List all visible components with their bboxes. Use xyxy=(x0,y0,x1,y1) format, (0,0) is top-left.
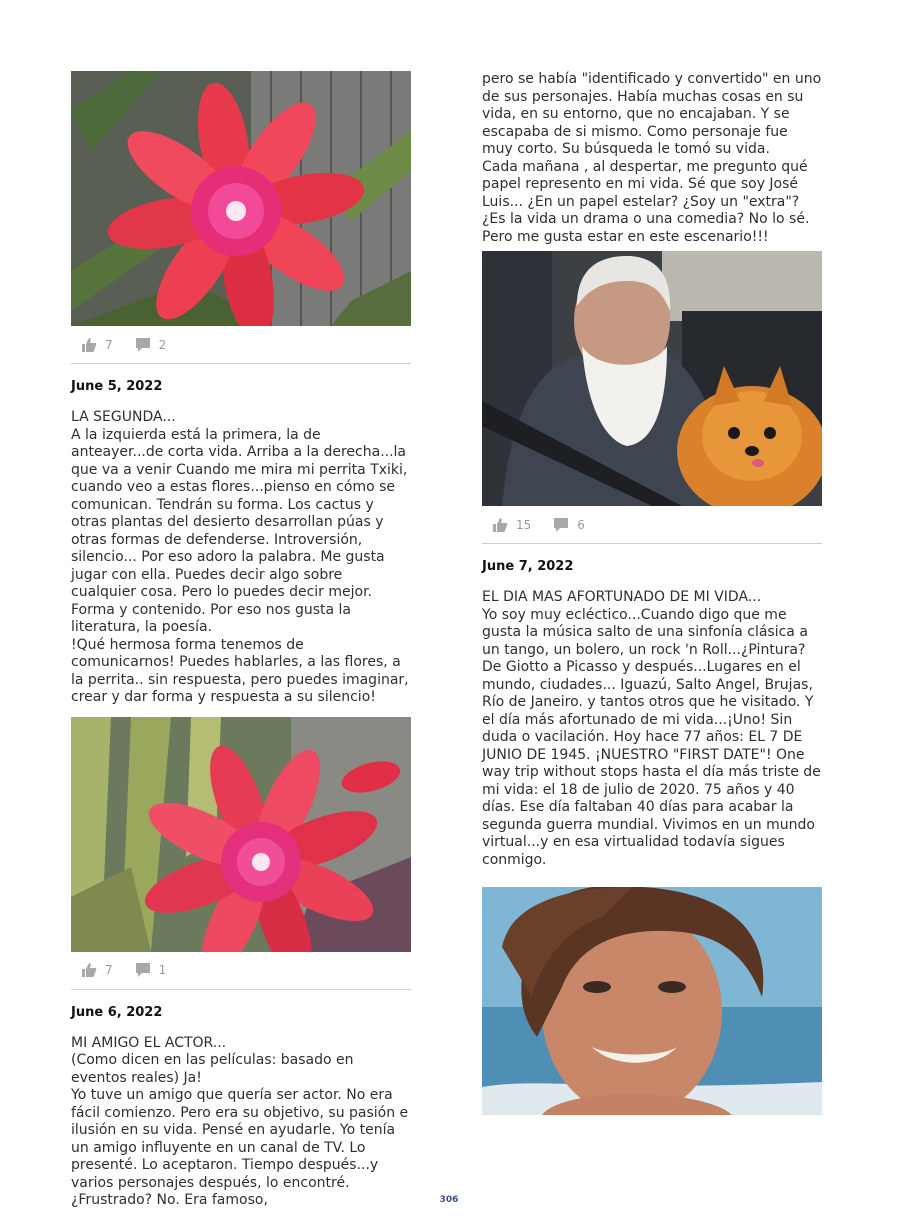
like-count: 15 xyxy=(516,517,532,532)
post-date: June 7, 2022 xyxy=(482,559,574,574)
reactions-bar xyxy=(482,506,822,544)
continued-post-text: pero se había "identificado y convertido" en uno de sus personajes. Había muchas cosas en su vida, en su entorno, que no encajaban. Y se escapaba de si mismo. Como personaje fue muy corto. Su búsqueda le tomó su vida. Cada mañana , al despertar, me pregunto qué papel represento en mi vida. Sé que soy José Luis... ¿En un papel estelar? ¿Soy un "extra"? ¿Es la vida un drama o una comedia? No lo sé. Pero me gusta estar en este escenario!!! xyxy=(482,71,822,245)
speech-bubble-icon[interactable] xyxy=(553,518,569,532)
reactions-bar xyxy=(71,326,411,364)
post-date: June 6, 2022 xyxy=(71,1004,163,1020)
like-count: 7 xyxy=(105,337,113,352)
like-count: 7 xyxy=(105,963,113,977)
photo-woman-beach xyxy=(482,887,822,1115)
comment-count: 6 xyxy=(577,517,585,532)
thumbs-up-icon[interactable] xyxy=(492,518,508,532)
comment-count: 1 xyxy=(158,963,167,977)
speech-bubble-icon[interactable] xyxy=(135,338,151,352)
right-column xyxy=(482,71,822,1115)
post-date: June 5, 2022 xyxy=(71,379,163,394)
speech-bubble-icon[interactable] xyxy=(135,963,151,977)
photo-cactus-flower-1 xyxy=(71,71,411,326)
comment-count: 2 xyxy=(158,337,167,352)
post-text: LA SEGUNDA... A la izquierda está la primera, la de anteayer...de corta vida. Arriba a la derecha...la que va a venir Cuando me mira mi perrita Txiki, cuando veo a estas flores...pienso en cómo se comunican. Tendrán su forma. Los cactus y otras plantas del desierto desarrollan púas y otras formas de defenderse. Introversión, silencio... Por eso adoro la palabra. Me gusta jugar con ella. Puedes decir algo sobre cualquier cosa. Pero lo puedes decir mejor. Forma y contenido. Por eso nos gusta la literatura, la poesía. !Qué hermosa forma tenemos de comunicarnos! Puedes hablarles, a las flores, a la perrita.. sin respuesta, pero puedes imaginar, crear y dar forma y respuesta a su silencio! xyxy=(71,409,409,705)
photo-cactus-flower-2 xyxy=(71,717,411,952)
thumbs-up-icon[interactable] xyxy=(81,338,97,352)
photo-man-with-dog xyxy=(482,251,822,506)
page-number: 306 xyxy=(439,1195,459,1205)
post-text: EL DIA MAS AFORTUNADO DE MI VIDA... Yo soy muy ecléctico...Cuando digo que me gusta la música salto de una sinfonía clásica a un tango, un bolero, un rock 'n Roll...¿Pintura? De Giotto a Picasso y después...Lugares en el mundo, ciudades... Iguazú, Salto Angel, Brujas, Río de Janeiro. y tantos otros que he visitado. Y el día más afortunado de mi vida...¡Uno! Sin duda o vacilación. Hoy hace 77 años: EL 7 DE JUNIO DE 1945. ¡NUESTRO "FIRST DATE"! One way trip without stops hasta el día más triste de mi vida: el 18 de julio de 2020. 75 años y 40 días. Ese día faltaban 40 días para acabar la segunda guerra mundial. Vivimos en un mundo virtual...y en esa virtualidad todavía sigues conmigo. xyxy=(482,589,821,868)
left-column xyxy=(71,71,411,1210)
thumbs-up-icon[interactable] xyxy=(81,963,97,977)
reactions-bar xyxy=(71,952,411,990)
post-text: MI AMIGO EL ACTOR... (Como dicen en las películas: basado en eventos reales) Ja! Yo tuve un amigo que quería ser actor. No era fácil comienzo. Pero era su objetivo, su pasión e ilusión en su vida. Pensé en ayudarle. Yo tenía un amigo influyente en un canal de TV. Lo presenté. Lo aceptaron. Tiempo después...y varios personajes después, lo encontré. ¿Frustrado? No. Era famoso, xyxy=(71,1034,409,1208)
